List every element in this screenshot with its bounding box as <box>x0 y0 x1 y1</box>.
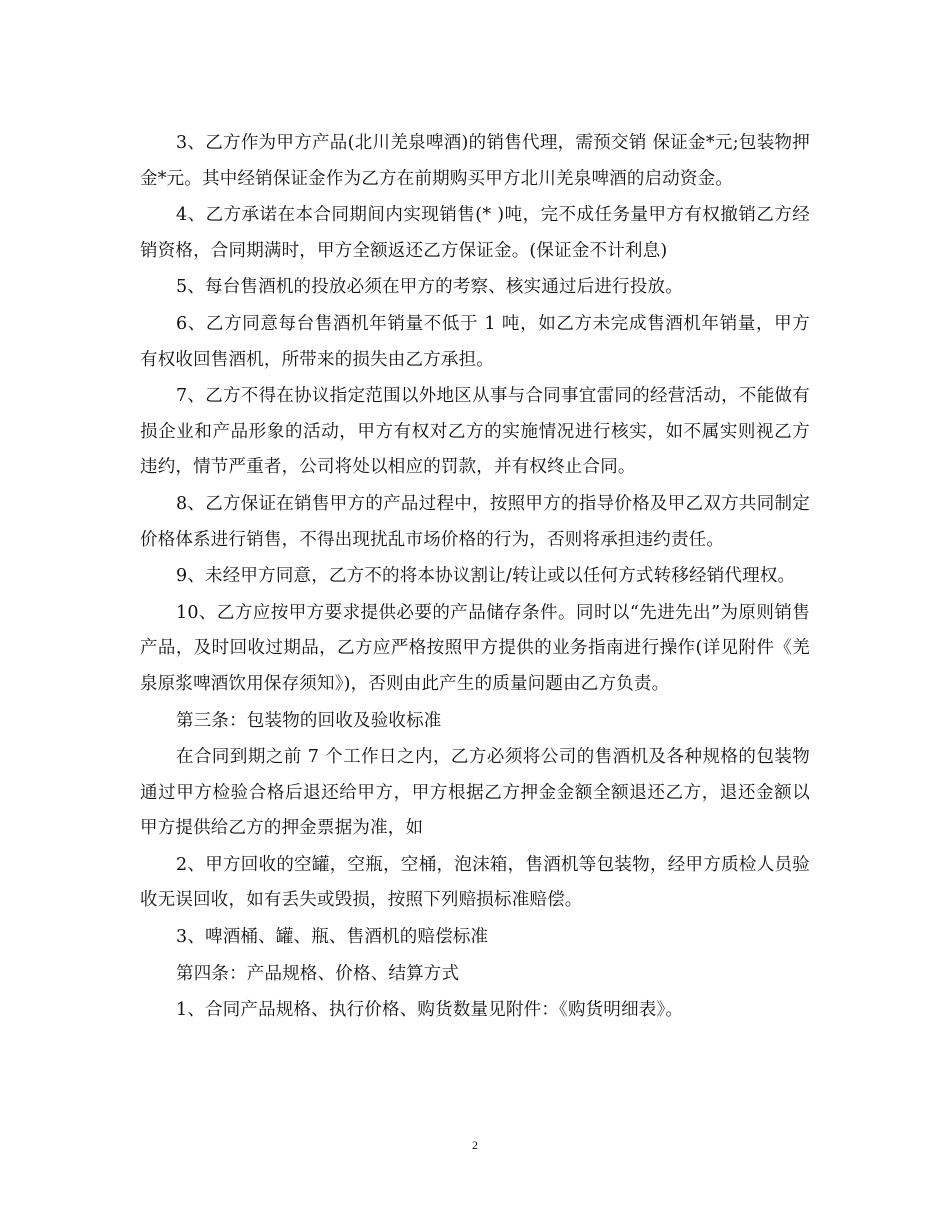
paragraph-clause-6: 6、乙方同意每台售酒机年销量不低于 1 吨，如乙方未完成售酒机年销量，甲方有权收回售酒机，所带来的损失由乙方承担。 <box>140 313 810 370</box>
section-heading-article-4: 第四条：产品规格、价格、结算方式 <box>176 963 460 984</box>
paragraph-clause-7: 7、乙方不得在协议指定范围以外地区从事与合同事宜雷同的经营活动，不能做有损企业和产品形象的活动，甲方有权对乙方的实施情况进行核实，如不属实则视乙方违约，情节严重者，公司将处以相应的罚款，并有权终止合同。 <box>140 386 810 478</box>
paragraph-clause-4: 4、乙方承诺在本合同期间内实现销售(* )吨，完不成任务量甲方有权撤销乙方经销资格，合同期满时，甲方全额返还乙方保证金。(保证金不计利息) <box>140 205 810 261</box>
paragraph-clause-10: 10、乙方应按甲方要求提供必要的产品储存条件。同时以“先进先出”为原则销售产品，及时回收过期品，乙方应严格按照甲方提供的业务指南进行操作(详见附件《羌泉原浆啤酒饮用保存须知》)，否则由此产生的质量问题由乙方负责。 <box>140 602 810 694</box>
paragraph-clause-8: 8、乙方保证在销售甲方的产品过程中，按照甲方的指导价格及甲乙双方共同制定价格体系进行销售，不得出现扰乱市场价格的行为，否则将承担违约责任。 <box>140 493 810 550</box>
document-body <box>140 126 810 1030</box>
paragraph-article-3-intro: 在合同到期之前 7 个工作日之内，乙方必须将公司的售酒机及各种规格的包装物通过甲方检验合格后退还给甲方，甲方根据乙方押金金额全额退还乙方，退还金额以甲方提供给乙方的押金票据为准，如 <box>140 747 810 839</box>
paragraph-article-4-item-1: 1、合同产品规格、执行价格、购货数量见附件：《购货明细表》。 <box>176 1000 684 1021</box>
section-heading-article-3: 第三条：包装物的回收及验收标准 <box>176 710 442 731</box>
paragraph-clause-3: 3、乙方作为甲方产品(北川羌泉啤酒)的销售代理，需预交销 保证金*元;包装物押金*元。其中经销保证金作为乙方在前期购买甲方北川羌泉啤酒的启动资金。 <box>140 133 810 189</box>
paragraph-article-3-item-2: 2、甲方回收的空罐，空瓶，空桶，泡沫箱，售酒机等包装物，经甲方质检人员验收无误回收，如有丢失或毁损，按照下列赔损标准赔偿。 <box>140 854 810 911</box>
paragraph-clause-9: 9、未经甲方同意，乙方不的将本协议割让/转让或以任何方式转移经销代理权。 <box>176 566 796 587</box>
paragraph-article-3-item-3: 3、啤酒桶、罐、瓶、售酒机的赔偿标准 <box>176 927 489 948</box>
page-number: 2 <box>472 1138 478 1152</box>
paragraph-clause-5: 5、每台售酒机的投放必须在甲方的考察、核实通过后进行投放。 <box>176 277 683 298</box>
